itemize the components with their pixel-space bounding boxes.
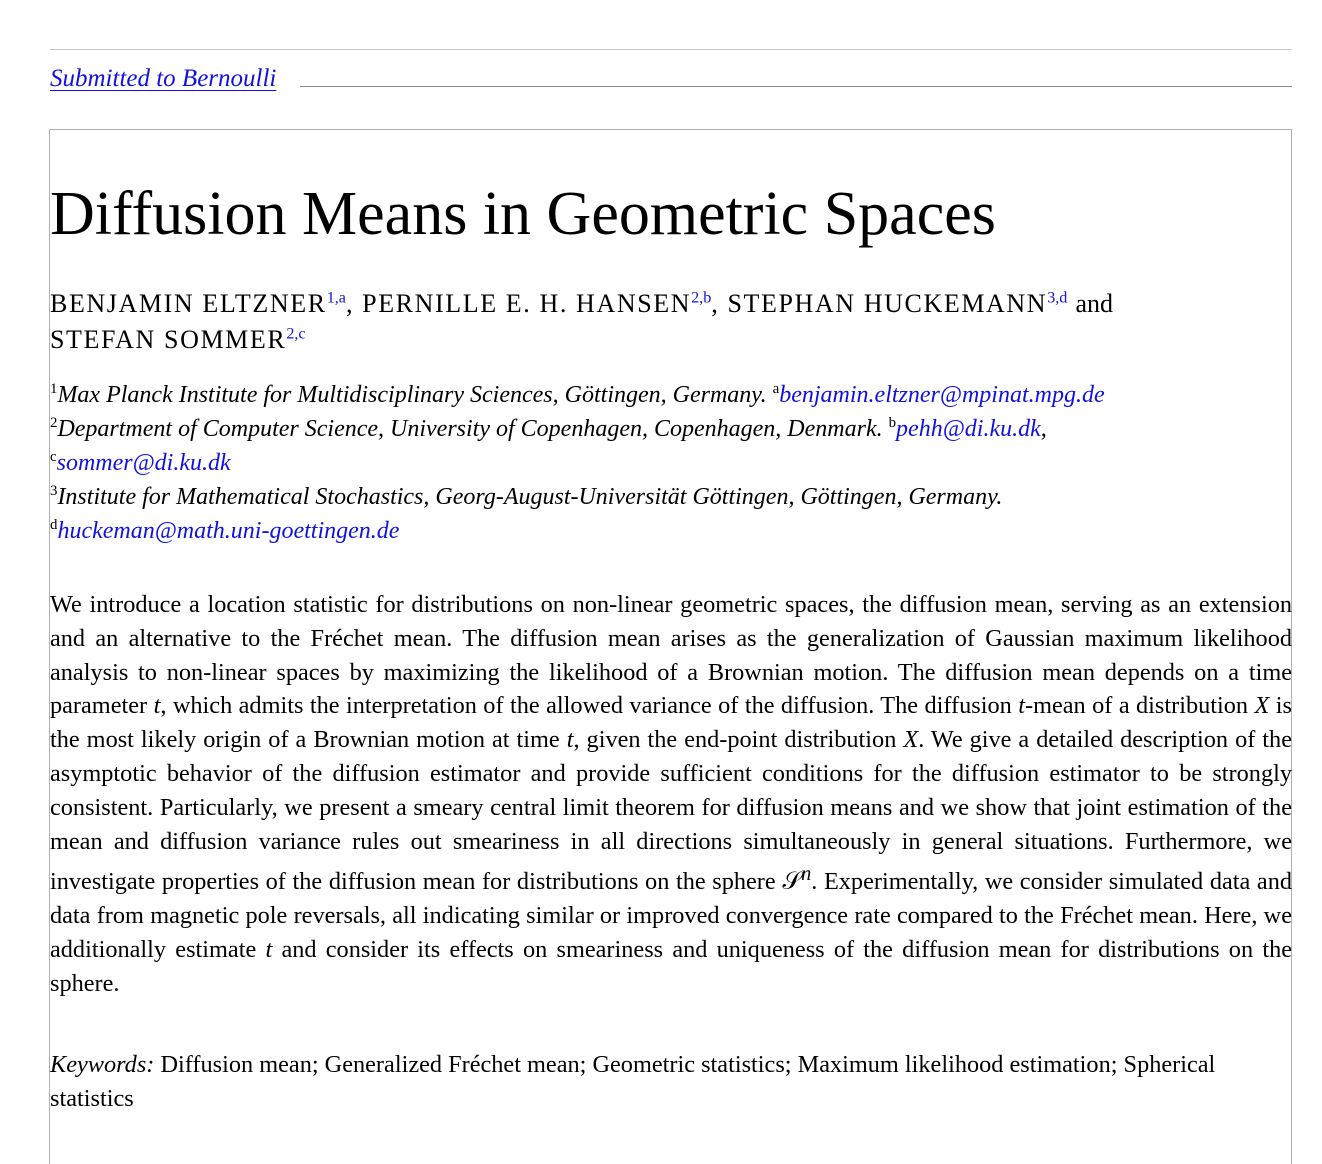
- abstract-text: , which admits the interpretation of the allowed variance of the diffusion. The diffusion: [160, 692, 1019, 720]
- abstract-text: We introduce a location statistic for distributions on non-linear geometric spaces, the diffusion mean, serving as an extension and an alternative to the Fréchet mean. The diffusion mean arises as the generalization of Gaussian maximum likelihood analysis to non-linear spaces by maximizing the likelihood of a Brownian motion. The diffusion mean depends on a time parameter: [50, 591, 1292, 720]
- author-mark[interactable]: 3,d: [1047, 289, 1068, 307]
- paper-title: Diffusion Means in Geometric Spaces: [50, 180, 996, 248]
- email-link[interactable]: benjamin.eltzner@mpinat.mpg.de: [779, 382, 1105, 408]
- keywords-label: Keywords:: [50, 1051, 155, 1078]
- abstract: [50, 588, 1292, 1001]
- affiliation-3-cont: [50, 514, 1292, 548]
- keywords: [50, 1048, 1292, 1116]
- affiliation-institution: Max Planck Institute for Multidisciplinary Sciences, Göttingen, Germany.: [57, 382, 767, 408]
- math-sphere-exponent: n: [801, 863, 812, 886]
- affiliation-institution: Institute for Mathematical Stochastics, Georg-August-Universität Göttingen, Göttingen, Germany.: [57, 484, 1003, 510]
- keywords-text: Diffusion mean; Generalized Fréchet mean; Geometric statistics; Maximum likelihood estimation; Spherical statistics: [50, 1051, 1216, 1112]
- abstract-text: and consider its effects on smeariness and uniqueness of the diffusion mean for distributions on the sphere.: [50, 936, 1292, 997]
- email-mark: b: [888, 415, 897, 431]
- affiliations: [50, 378, 1292, 548]
- email-link[interactable]: huckeman@math.uni-goettingen.de: [57, 518, 400, 544]
- running-head-link[interactable]: Submitted to Bernoulli: [50, 65, 277, 92]
- author-list: BENJAMIN ELTZNER$^{1,a}$, PERNILLE E. H. HANSEN$^{2,b}$, STEPHAN HUCKEMANN$^{3,d}$ and STEFAN SOMMER$^{2,c}$: [50, 289, 1113, 354]
- author-mark[interactable]: 2,b: [691, 289, 712, 307]
- author-name: STEPHAN HUCKEMANN: [727, 289, 1048, 318]
- author-mark[interactable]: 1,a: [326, 289, 346, 307]
- email-mark: a: [772, 381, 780, 397]
- top-rule: [50, 49, 1292, 50]
- email-mark: d: [50, 517, 58, 533]
- email-link[interactable]: pehh@di.ku.dk: [896, 416, 1041, 442]
- math-var-t: t: [265, 936, 273, 964]
- author-name: PERNILLE E. H. HANSEN: [362, 289, 692, 318]
- author-name: STEFAN SOMMER: [50, 325, 287, 354]
- math-var-t: t: [153, 692, 161, 720]
- affiliation-number: 3: [50, 483, 58, 499]
- author-conjunction: and: [1075, 289, 1113, 318]
- abstract-text: -mean of a distribution: [1025, 692, 1255, 720]
- math-var-x: X: [1254, 692, 1270, 720]
- running-head-rule: [300, 86, 1292, 87]
- email-link[interactable]: sommer@di.ku.dk: [56, 450, 231, 476]
- affiliation-3: [50, 480, 1292, 514]
- affiliation-1: [50, 378, 1292, 412]
- math-sphere-symbol: 𝒮: [782, 868, 802, 896]
- affiliation-institution: Department of Computer Science, University of Copenhagen, Copenhagen, Denmark.: [57, 416, 883, 442]
- affiliation-number: 1: [50, 381, 58, 397]
- abstract-text: . Experimentally, we consider simulated data and data from magnetic pole reversals, all indicating similar or improved convergence rate compared to the Fréchet mean. Here, we additionally estimate: [50, 868, 1292, 964]
- abstract-text: . We give a detailed description of the asymptotic behavior of the diffusion estimator and provide sufficient conditions for the diffusion estimator to be strongly consistent. Particularly, we present a smeary central limit theorem for diffusion means and we show that joint estimation of the mean and diffusion variance rules out smeariness in all directions simultaneously in general situations. Furthermore, we investigate properties of the diffusion mean for distributions on the sphere: [50, 726, 1292, 896]
- math-var-x: X: [903, 726, 919, 754]
- affiliation-number: 2: [50, 415, 58, 431]
- email-mark: c: [50, 449, 57, 465]
- math-var-t: t: [566, 726, 574, 754]
- affiliation-2-cont: [50, 446, 1292, 480]
- author-name: BENJAMIN ELTZNER: [50, 289, 327, 318]
- math-var-t: t: [1018, 692, 1025, 720]
- author-mark[interactable]: 2,c: [286, 325, 306, 343]
- abstract-text: , given the end-point distribution: [573, 726, 904, 754]
- affiliation-2: $^2$Department of Computer Science, University of Copenhagen, Copenhagen, Denmark. $^b$pehh@di.ku.dk,: [50, 415, 1047, 442]
- abstract-text: is the most likely origin of a Brownian motion at time: [50, 692, 1292, 754]
